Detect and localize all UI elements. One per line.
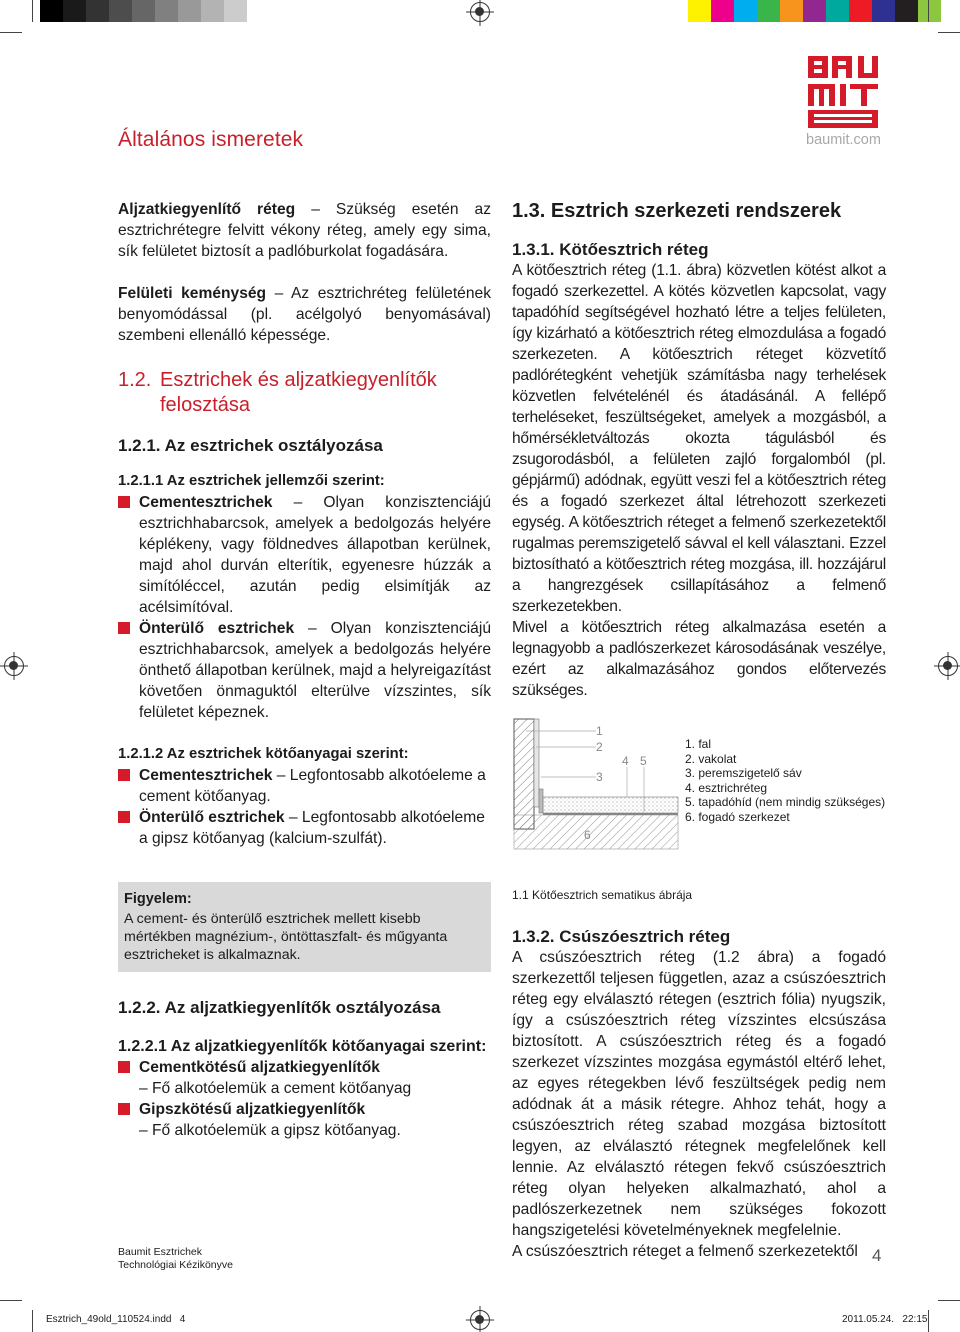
base-structure-shape	[514, 815, 678, 849]
heading-1-2-1: 1.2.1. Az esztrichek osztályozása	[118, 436, 383, 455]
note-text: A cement- és önterülő esztrichek mellett kisebb mértékben magnézium-, öntöttaszfalt- és műgyanta esztricheket is alkalmaznak.	[124, 911, 448, 963]
legend-item: 1. fal	[685, 737, 712, 751]
figure-1-1	[512, 717, 886, 887]
heading-1-3-1: 1.3.1. Kötőesztrich réteg	[512, 240, 709, 259]
bullet-text: – Olyan konzisztenciájú esztrichhabarcsok, amelyek a bedolgozás helyére önthető állapotban kerülnek, majd a helyreigazítást követően önmaguktól elterülve vízszintes, sík felületet képeznek.	[139, 620, 491, 721]
definition-paragraph	[118, 199, 491, 262]
color-swatch	[63, 0, 86, 22]
page-number: 4	[872, 1246, 882, 1265]
screed-shape	[543, 797, 678, 813]
footer	[118, 1246, 233, 1271]
color-swatch	[711, 0, 734, 22]
edge-strip-shape	[539, 789, 543, 813]
heading-1-2-1-2: 1.2.1.2 Az esztrichek kötőanyagai szerint:	[118, 746, 409, 762]
trim-mark	[0, 1300, 22, 1301]
color-swatch	[201, 0, 224, 22]
red-square-bullet-icon	[118, 1061, 130, 1073]
bullet-term: Önterülő esztrichek	[139, 809, 285, 826]
bullet-subtext: – Fő alkotóelemük a cement kötőanyag	[139, 1080, 412, 1097]
legend-item: 3. peremszigetelő sáv	[685, 766, 802, 781]
legend-item: 6. fogadó szerkezet	[685, 809, 790, 824]
bullet-text: – Legfontosabb alkotóeleme a cement kötőanyag.	[139, 767, 486, 805]
definition-paragraph	[118, 283, 491, 346]
bullet-item	[118, 492, 491, 618]
bullet-item	[118, 1057, 491, 1078]
trim-mark	[928, 0, 929, 22]
color-swatch	[224, 0, 247, 22]
bullet-term: Cementkötésű aljzatkiegyenlítők	[139, 1059, 380, 1076]
bullet-item	[118, 765, 491, 807]
color-swatch	[757, 0, 780, 22]
red-square-bullet-icon	[118, 769, 130, 781]
color-swatch	[895, 0, 918, 22]
trim-mark	[928, 1310, 929, 1332]
right-column	[512, 199, 886, 1262]
color-swatch	[40, 0, 63, 22]
legend-item: 5. tapadóhíd (nem mindig szükséges)	[685, 795, 886, 810]
definition-term: Felületi keménység	[118, 285, 267, 302]
bonded-screed-diagram	[512, 717, 682, 857]
slug-filename: Esztrich_49old_110524.indd 4	[46, 1314, 186, 1325]
figure-label: 3	[596, 770, 603, 784]
color-swatch	[918, 0, 941, 22]
note-title: Figyelem:	[124, 891, 192, 907]
heading-1-3-2: 1.3.2. Csúszóesztrich réteg	[512, 927, 731, 946]
figure-label: 4	[622, 754, 629, 768]
color-swatch	[849, 0, 872, 22]
legend-item: 2. vakolat	[685, 751, 737, 766]
trim-mark	[0, 32, 22, 33]
trim-mark	[938, 32, 960, 33]
figure-caption: 1.1 Kötőesztrich sematikus ábrája	[512, 888, 693, 902]
paragraph: A csúszóesztrich réteget a felmenő szerkezetektől	[512, 1243, 858, 1260]
color-swatch	[803, 0, 826, 22]
color-swatch	[178, 0, 201, 22]
figure-legend	[685, 737, 885, 825]
legend-item: 4. esztrichréteg	[685, 780, 768, 795]
trim-mark	[32, 0, 33, 22]
red-square-bullet-icon	[118, 496, 130, 508]
red-square-bullet-icon	[118, 811, 130, 823]
paragraph: A csúszóesztrich réteg (1.2 ábra) a fogadó szerkezettől teljesen független, azaz a csúszóesztrich réteg egy elválasztó rétegen (esztrich fólia) nyugszik, így a csúszóesztrich réteg vízszintes elcsúszása biztosított. A csúszóesztrich réteg és a fogadó szerkezet vízszintes mozgása egymástól eltérő lehet, az egyes rétegekben lévő feszültségek pedig nem adódnak át a másik rétegre. Ahhoz tehát, hogy a csúszóesztrich réteg szabad mozgása biztosított legyen, az elválasztó rétegnek megfelelőnek kell lennie. Az elválasztó rétegen fekvő csúszóesztrich réteg olyan helyeken alkalmazható, ahol a padlószerkezetnek nem szükséges fokozott hangszigetelési követelményeknek megfelelnie.	[512, 949, 886, 1239]
figure-label: 6	[584, 828, 591, 842]
grayscale-color-bar	[40, 0, 247, 22]
heading-1-2-1-1: 1.2.1.1 Az esztrichek jellemzői szerint:	[118, 473, 385, 489]
heading-number: 1.2.	[118, 369, 152, 391]
baumit-logo-icon	[806, 50, 884, 130]
paragraph: Mivel a kötőesztrich réteg alkalmazása esetén a legnagyobb a padlószerkezet károsodásának veszélye, ezért az alkalmazásához gondos előtervezés szükséges.	[512, 619, 886, 699]
paragraph: A kötőesztrich réteg (1.1. ábra) közvetlen kötést alkot a fogadó szerkezettel. A kötés közvetlen kapcsolat, vagy tapadóhíd segítségével hozható létre a teljes felületen, így kizárható a kötőesztrich réteg elmozdulása a fogadó szerkezeten. A kötőesztrich réteget közvetítő padlórétegként vehetjük számításba nagy terhelések közvetlen felvételénél és átadásánál. A fellépő terheléseket, feszültségeket, amelyek a mozgásból, a hőmérsékletváltozás okozta tágulásból és zsugorodásból, a felületen zajló forgalomból (pl. gépjármű) adódnak, együtt veszi fel a kötőesztrich réteg és a fogadó szerkezet által létrehozott szerkezeti egység. A kötőesztrich réteget a felmenő szerkezetektől rugalmas peremszigetelő sávval el kell választani. Ezzel biztosítható a kötőesztrich réteg mozgása, ill. hozzájárul a hangrezgések csillapításához a felmenő szerkezetekben.	[512, 262, 886, 615]
color-swatch	[109, 0, 132, 22]
figure-label: 5	[640, 754, 647, 768]
bullet-item	[118, 618, 491, 723]
registration-mark-icon	[470, 1310, 490, 1330]
plaster-shape	[534, 719, 539, 807]
color-swatch	[734, 0, 757, 22]
bullet-text: – Olyan konzisztenciájú esztrichhabarcsok, amelyek a bedolgozás helyére képlékeny, vagy földnedves állapotban kerülnek, majd ahol durván elterítik, egyenesre húzzák a simítóléccel, azután pedig elsimítják az acélsimítóval.	[139, 494, 491, 616]
bullet-subtext: – Fő alkotóelemük a gipsz kötőanyag.	[139, 1122, 401, 1139]
color-swatch	[132, 0, 155, 22]
logo-website: baumit.com	[806, 132, 881, 148]
registration-mark-icon	[470, 2, 490, 22]
color-swatch	[826, 0, 849, 22]
color-swatch	[688, 0, 711, 22]
color-swatch	[872, 0, 895, 22]
section-title: Általános ismeretek	[118, 128, 304, 151]
bullet-term: Gipszkötésű aljzatkiegyenlítők	[139, 1101, 366, 1118]
left-column	[118, 199, 491, 1141]
footer-line: Baumit Esztrichek	[118, 1246, 203, 1258]
definition-term: Aljzatkiegyenlítő réteg	[118, 201, 296, 218]
color-swatch	[86, 0, 109, 22]
bullet-text: – Legfontosabb alkotóeleme a gipsz kötőanyag (kalcium-szulfát).	[139, 809, 485, 847]
figure-label: 2	[596, 740, 603, 754]
trim-mark	[938, 1300, 960, 1301]
bullet-term: Önterülő esztrichek	[139, 620, 295, 637]
bullet-item	[118, 1099, 491, 1120]
slug-timestamp: 2011.05.24. 22:15	[842, 1314, 928, 1325]
note-box	[118, 882, 491, 972]
red-square-bullet-icon	[118, 1103, 130, 1115]
color-swatch	[155, 0, 178, 22]
registration-mark-icon	[938, 656, 958, 676]
heading-1-2-2-1: 1.2.2.1 Az aljzatkiegyenlítők kötőanyagai szerint:	[118, 1038, 487, 1055]
red-square-bullet-icon	[118, 622, 130, 634]
bullet-item	[118, 807, 491, 849]
heading-1-2-2: 1.2.2. Az aljzatkiegyenlítők osztályozása	[118, 998, 441, 1017]
wall-shape	[514, 719, 534, 829]
heading-text: Esztrichek és aljzatkiegyenlítők felosztása	[160, 369, 437, 416]
bullet-term: Cementesztrichek	[139, 494, 273, 511]
footer-line: Technológiai Kézikönyve	[118, 1258, 233, 1271]
heading-1-3: 1.3. Esztrich szerkezeti rendszerek	[512, 200, 842, 222]
trim-mark	[32, 1310, 33, 1332]
figure-label: 1	[596, 724, 603, 738]
color-swatch	[780, 0, 803, 22]
definition-text: – Szükség esetén az esztrichrétegre felvitt vékony réteg, amely egy sima, sík felületet biztosít a padlóburkolat fogadására.	[118, 201, 491, 260]
heading-1-2	[118, 368, 491, 418]
bullet-term: Cementesztrichek	[139, 767, 273, 784]
definition-text: – Az esztrichréteg felületének benyomódással (pl. acélgolyó benyomásával) szembeni ellenálló képessége.	[118, 285, 491, 344]
process-color-bar	[688, 0, 941, 22]
registration-mark-icon	[4, 656, 24, 676]
